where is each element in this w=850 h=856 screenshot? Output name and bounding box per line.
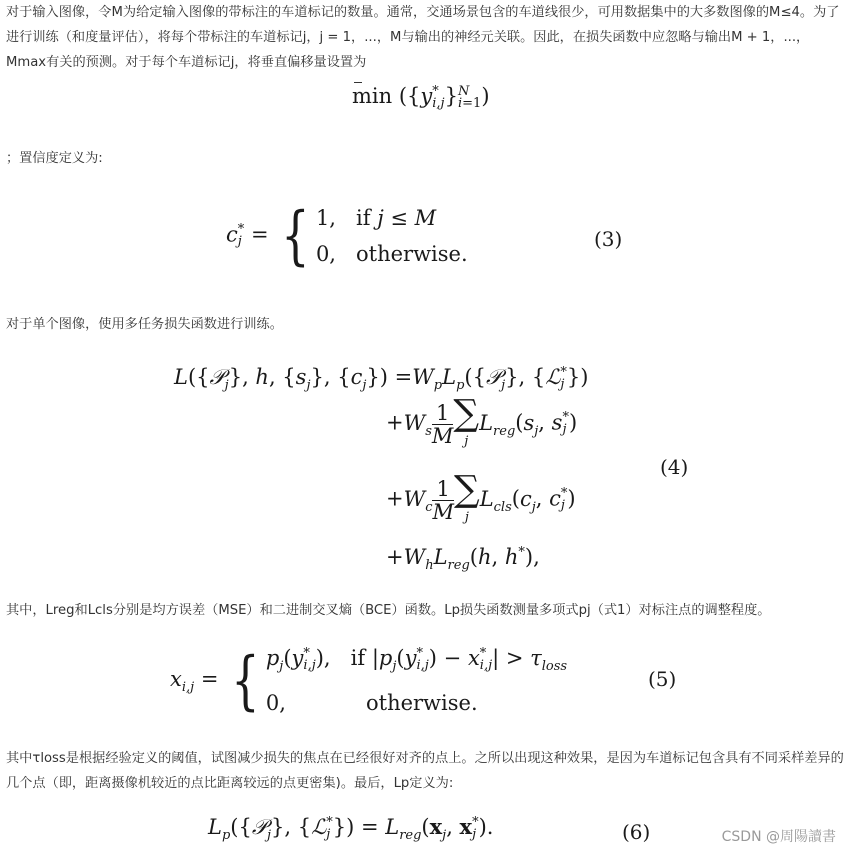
multitask-loss-paragraph: 对于单个图像，使用多任务损失函数进行训练。 <box>6 317 283 332</box>
otherwise-label: otherwise. <box>356 242 468 266</box>
if-label: if <box>356 206 371 230</box>
formula-min-offsets: min ({y * i,j} N i=1) <box>352 83 490 111</box>
formula-confidence: c * j = { 1, if j ≤ M 0, otherwise. <box>226 199 468 273</box>
loss-explanation-paragraph: 其中，Lreg和Lcls分别是均方误差（MSE）和二进制交叉熵（BCE）函数。Lp损失函数测量多项式pj（式1）对标注点的调整程度。 <box>6 603 771 618</box>
equation-number-4: (4) <box>660 455 689 479</box>
csdn-watermark: CSDN @周陽讀書 <box>721 829 836 845</box>
left-brace: { <box>231 643 260 718</box>
intro-paragraph: 对于输入图像，令M为给定输入图像的带标注的车道标记的数量。通常，交通场景包含的车道线很少，可用数据集中的大多数图像的M≤4。为了进行训练（和度量评估），将每个带标注的车道标记j，j = 1，...，M与输出的神经元关联。因此，在损失函数中应忽略与输出M + 1，...，Mmax有关的预测。对于每个车道标记j，将垂直偏移量设置为 <box>6 5 840 70</box>
formula-polynomial-loss: $L_p(\{𝒫_j\}$, {ℒ * j }) = $L_{reg}(x_j$, x * j ). <box>208 814 494 844</box>
otherwise-label: otherwise. <box>365 691 478 716</box>
formula-threshold-cases: $x_{i,j}$ = { $p_j(y$ * i,j), if $|p_j(y$ * i,j) − x * $i,j| > \tau_{loss}$ 0, otherwise. <box>170 643 568 718</box>
threshold-paragraph: 其中τloss是根据经验定义的阈值，试图减少损失的焦点在已经很好对齐的点上。之所以出现这种效果，是因为车道标记包含具有不同采样差异的几个点（即，距离摄像机较近的点比距离较远的点更密集)。最后，Lp定义为: <box>6 751 844 791</box>
equation-number-6: (6) <box>622 820 651 844</box>
if-label: if <box>350 646 366 670</box>
equation-number-3: (3) <box>594 227 623 251</box>
confidence-paragraph: ；置信度定义为: <box>6 151 103 166</box>
left-brace: { <box>281 199 310 273</box>
overline-mark <box>354 82 362 83</box>
equation-number-5: (5) <box>648 667 677 691</box>
